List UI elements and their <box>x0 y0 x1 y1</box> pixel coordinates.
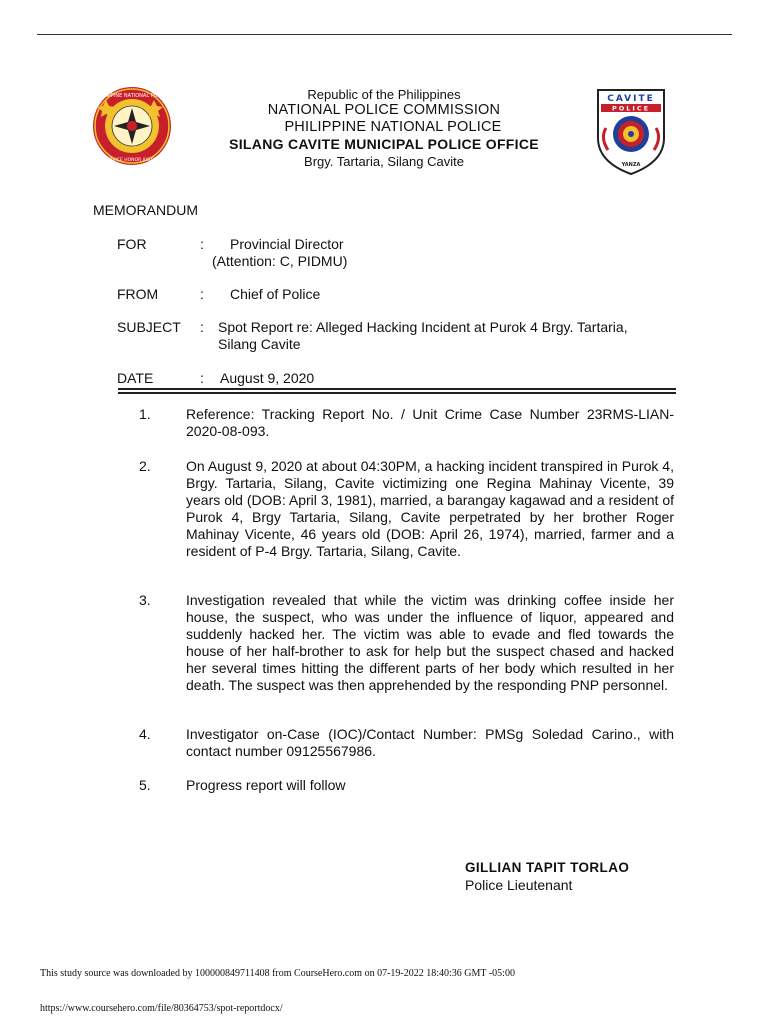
header-divider-2 <box>118 392 676 394</box>
date-label: DATE <box>117 370 154 386</box>
signatory-name: GILLIAN TAPIT TORLAO <box>465 860 630 875</box>
para-4-number: 4. <box>139 726 151 742</box>
subject-value: Spot Report re: Alleged Hacking Incident at Purok 4 Brgy. Tartaria, <box>218 319 628 335</box>
para-3-number: 3. <box>139 592 151 608</box>
badge-sub-text: POLICE <box>611 104 651 113</box>
header-divider-1 <box>118 388 676 390</box>
header-office: SILANG CAVITE MUNICIPAL POLICE OFFICE <box>229 136 539 152</box>
for-colon: : <box>200 236 204 252</box>
para-2-text: On August 9, 2020 at about 04:30PM, a hacking incident transpired in Purok 4, Brgy. Tartaria, Silang, Cavite victimizing one Regina Mahinay Vicente, 39 years old (DOB: April 3, 1981), married, a barangay kagawad and a resident of Purok 4, Brgy Tartaria, Silang, Cavite perpetrated by her brother Roger Mahinay Vicente, 46 years old (DOB: April 26, 1974), married, farmer and a resident of P-4 Brgy. Tartaria, Silang, Cavite. <box>186 458 674 559</box>
for-attention: (Attention: C, PIDMU) <box>212 253 348 269</box>
pnp-ring-top: PHILIPPINE NATIONAL POLICE <box>95 93 169 99</box>
para-3-text: Investigation revealed that while the victim was drinking coffee inside her house, the suspect, who was under the influence of liquor, appeared and suddenly hacked her. The victim was able to evade and fled towards the house of her half-brother to ask for help but the suspect chased and hacked her several times hitting the different parts of her body which resulted in her death. The suspect was then apprehended by the responding PNP personnel. <box>186 592 674 693</box>
for-value: Provincial Director <box>230 236 344 252</box>
subject-colon: : <box>200 319 204 335</box>
date-value: August 9, 2020 <box>220 370 315 386</box>
para-2-number: 2. <box>139 458 151 474</box>
para-1-number: 1. <box>139 406 151 422</box>
date-colon: : <box>200 370 204 386</box>
header-pnp: PHILIPPINE NATIONAL POLICE <box>284 119 502 135</box>
para-5-text: Progress report will follow <box>186 777 346 793</box>
from-value: Chief of Police <box>230 286 321 302</box>
for-label: FOR <box>117 236 147 252</box>
para-5-number: 5. <box>139 777 151 793</box>
signatory-title: Police Lieutenant <box>465 877 573 893</box>
badge-top-text: CAVITE <box>607 94 655 104</box>
from-colon: : <box>200 286 204 302</box>
top-divider <box>37 34 732 35</box>
from-label: FROM <box>117 286 159 302</box>
para-4-text: Investigator on-Case (IOC)/Contact Number: PMSg Soledad Carino., with contact number 09125567986. <box>186 726 674 759</box>
subject-value-cont: Silang Cavite <box>218 336 301 352</box>
header-republic: Republic of the Philippines <box>307 87 461 102</box>
download-notice: This study source was downloaded by 100000849711408 from CourseHero.com on 07-19-2022 18:40:36 GMT -05:00 <box>40 968 515 979</box>
pnp-ring-bottom: SERVICE HONOR JUSTICE <box>103 158 161 163</box>
header-napolcom: NATIONAL POLICE COMMISSION <box>267 102 501 118</box>
subject-label: SUBJECT <box>117 319 181 335</box>
badge-bottom-text: YANZA <box>621 162 641 168</box>
source-url-link[interactable]: https://www.coursehero.com/file/80364753/spot-reportdocx/ <box>40 1003 283 1014</box>
para-1-text: Reference: Tracking Report No. / Unit Crime Case Number 23RMS-LIAN- 2020-08-093. <box>186 406 674 439</box>
memo-title: MEMORANDUM <box>93 202 198 218</box>
header-address: Brgy. Tartaria, Silang Cavite <box>304 154 464 169</box>
